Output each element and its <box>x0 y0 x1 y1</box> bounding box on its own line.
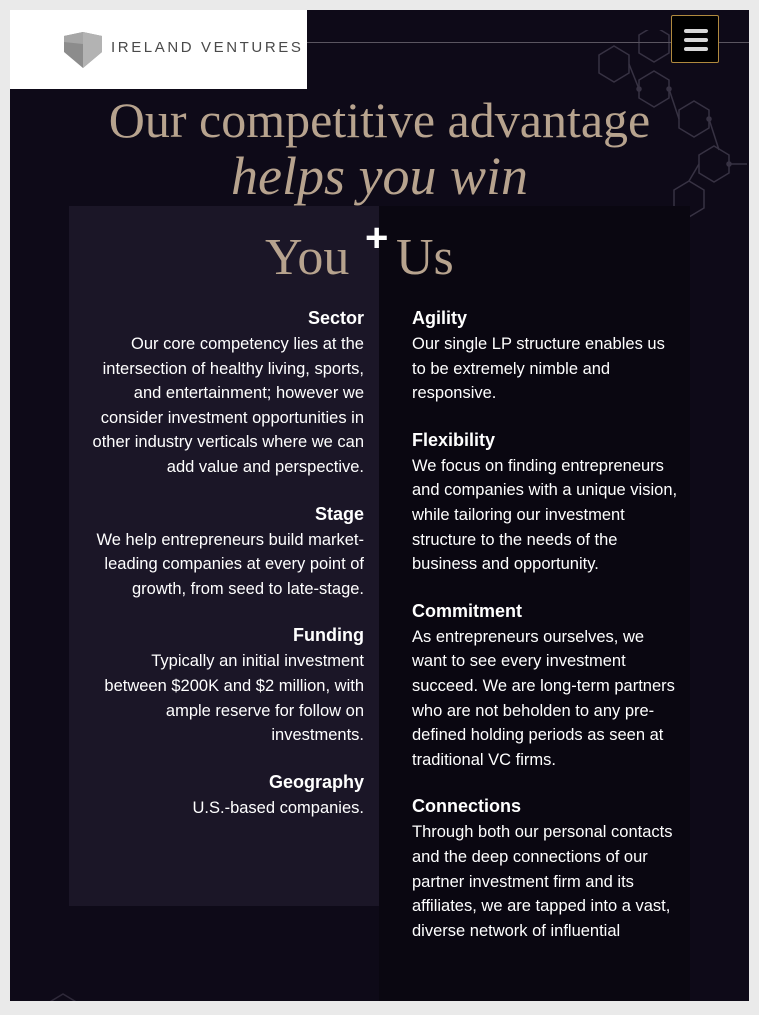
criteria-description: U.S.-based companies. <box>192 798 364 817</box>
hamburger-menu-icon-bar-top <box>684 29 708 33</box>
advantage-title: Connections <box>412 796 522 817</box>
advantage-title: Agility <box>412 308 468 328</box>
advantage-description: Our single LP structure enables us to be extremely nimble and responsive. <box>412 335 665 403</box>
you-heading: You <box>265 229 350 286</box>
criteria-title: Geography <box>268 771 364 792</box>
advantage-title: Flexibility <box>412 429 496 450</box>
criteria-description: We help entrepreneurs build market-leading companies at every point of growth, from seed to late-stage. <box>96 530 364 598</box>
advantage-item-agility <box>412 306 680 406</box>
advantage-title: Commitment <box>412 600 523 621</box>
hamburger-menu-icon-bar-middle <box>684 38 708 42</box>
advantage-description: We focus on finding entrepreneurs and companies with a unique vision, while tailoring our investment structure to the needs of the business and opportunity. <box>412 456 678 574</box>
advantage-item-commitment <box>412 599 680 773</box>
criteria-item-sector <box>92 306 364 480</box>
logo-wordmark: IRELAND VENTURES <box>111 39 304 56</box>
hamburger-menu-button[interactable] <box>671 15 719 63</box>
logo-shield-icon <box>62 30 104 70</box>
criteria-item-funding <box>92 623 364 747</box>
criteria-item-geography <box>92 770 364 821</box>
hero-subheadline: helps you win <box>231 146 528 206</box>
criteria-title: Funding <box>293 625 364 646</box>
advantage-item-flexibility <box>412 428 680 577</box>
hero-headline: Our competitive advantage <box>108 92 651 148</box>
criteria-title: Stage <box>314 503 364 524</box>
page-viewport <box>10 10 749 1001</box>
us-heading: Us <box>396 229 454 286</box>
hamburger-menu-icon-bar-bottom <box>684 47 708 51</box>
us-advantages-list <box>412 306 680 965</box>
criteria-item-stage <box>92 502 364 602</box>
logo-link[interactable] <box>10 10 307 89</box>
plus-icon: + <box>365 216 389 260</box>
criteria-title: Sector <box>307 308 364 328</box>
criteria-description: Our core competency lies at the intersection of healthy living, sports, and entertainment; however we consider investment opportunities in other industry verticals where we can add value and perspective. <box>92 335 364 476</box>
hexagon-corner-decoration <box>30 981 110 1001</box>
criteria-description: Typically an initial investment between $200K and $2 million, with ample reserve for follow on investments. <box>104 652 364 745</box>
you-criteria-list <box>92 306 364 842</box>
advantage-description: As entrepreneurs ourselves, we want to see every investment succeed. We are long-term partners who are not beholden to any pre-defined holding periods as seen at traditional VC firms. <box>412 627 675 769</box>
advantage-description: Through both our personal contacts and the deep connections of our partner investment firm and its affiliates, we are tapped into a vast, diverse network of influential <box>412 823 673 940</box>
advantage-item-connections <box>412 794 680 943</box>
